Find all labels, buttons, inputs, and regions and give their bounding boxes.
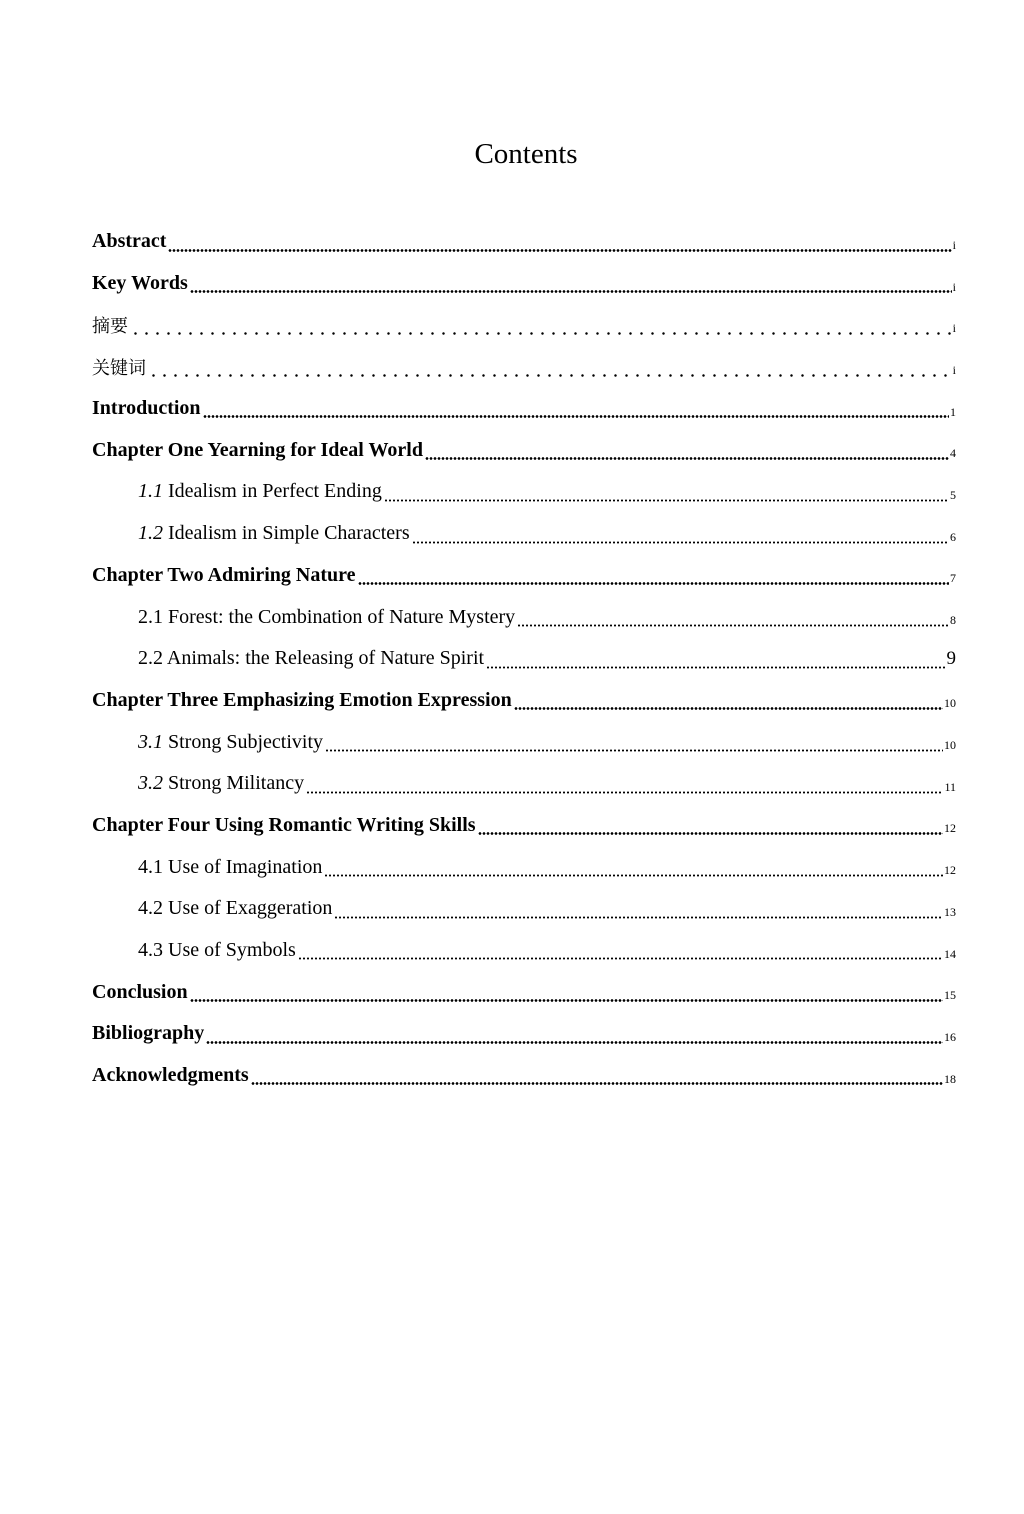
toc-entry-bibliography[interactable] bbox=[92, 1013, 956, 1055]
section-title: Animals: the Releasing of Nature Spirit bbox=[166, 647, 485, 670]
toc-page-number: 10 bbox=[944, 696, 956, 711]
toc-page-number: 11 bbox=[944, 779, 956, 794]
toc-page-number: i bbox=[952, 237, 956, 252]
toc-entry-section-2-2[interactable] bbox=[92, 638, 956, 680]
dot-leader bbox=[166, 221, 952, 263]
toc-entry-label: Conclusion bbox=[92, 980, 188, 1003]
toc-page-number: 10 bbox=[944, 738, 956, 753]
toc-entry-label bbox=[138, 647, 484, 670]
section-number: 3.1 bbox=[138, 730, 163, 753]
dot-leader bbox=[515, 596, 950, 638]
dot-leader bbox=[296, 930, 944, 972]
toc-entry-section-1-1[interactable] bbox=[92, 471, 956, 513]
toc-entry-chapter-four[interactable] bbox=[92, 805, 956, 847]
dot-leader bbox=[323, 721, 944, 763]
toc-page-number: 6 bbox=[950, 529, 956, 544]
dot-leader bbox=[204, 1013, 944, 1055]
section-title: Use of Symbols bbox=[168, 939, 296, 962]
section-title: Idealism in Simple Characters bbox=[168, 522, 410, 545]
section-number: 4.2 bbox=[138, 897, 163, 920]
toc-entry-label: Chapter One Yearning for Ideal World bbox=[92, 438, 423, 461]
toc-entry-chapter-three[interactable] bbox=[92, 680, 956, 722]
dot-leader bbox=[423, 429, 950, 471]
toc-entry-label: Chapter Three Emphasizing Emotion Expression bbox=[92, 688, 512, 711]
toc-page-number: 5 bbox=[950, 487, 956, 502]
toc-entry-label: Chapter Four Using Romantic Writing Skills bbox=[92, 813, 476, 836]
toc-entry-section-4-1[interactable] bbox=[92, 846, 956, 888]
toc-page-number: 4 bbox=[950, 446, 956, 461]
toc-entry-label: Chapter Two Admiring Nature bbox=[92, 563, 356, 586]
toc-entry-acknowledgments[interactable] bbox=[92, 1055, 956, 1097]
dot-leader bbox=[484, 638, 946, 680]
toc-entry-section-3-2[interactable] bbox=[92, 763, 956, 805]
dot-leader bbox=[249, 1055, 944, 1097]
toc-entry-chinese-abstract[interactable] bbox=[92, 304, 956, 346]
toc-page-number: i bbox=[952, 362, 956, 377]
toc-entry-conclusion[interactable] bbox=[92, 971, 956, 1013]
section-number: 1.2 bbox=[138, 522, 163, 545]
toc-page-number: 16 bbox=[944, 1029, 956, 1044]
toc-entry-label: Acknowledgments bbox=[92, 1064, 249, 1087]
toc-entry-section-4-3[interactable] bbox=[92, 930, 956, 972]
toc-entry-chapter-one[interactable] bbox=[92, 429, 956, 471]
dot-leader bbox=[356, 555, 950, 597]
toc-entry-label bbox=[138, 856, 322, 879]
section-number: 3.2 bbox=[138, 772, 163, 795]
dot-leader bbox=[128, 304, 953, 346]
section-number: 2.1 bbox=[138, 605, 163, 628]
toc-entry-label bbox=[138, 480, 382, 503]
toc-entry-abstract[interactable] bbox=[92, 221, 956, 263]
toc-page-number: 14 bbox=[944, 946, 956, 961]
toc-entry-section-4-2[interactable] bbox=[92, 888, 956, 930]
toc-entry-label: Bibliography bbox=[92, 1022, 205, 1045]
toc-entry-label bbox=[138, 731, 323, 754]
section-title: Strong Militancy bbox=[168, 772, 305, 795]
toc-entry-section-2-1[interactable] bbox=[92, 596, 956, 638]
toc-entry-label: Key Words bbox=[92, 272, 188, 295]
dot-leader bbox=[512, 680, 944, 722]
section-title: Use of Imagination bbox=[168, 855, 323, 878]
toc-entry-section-1-2[interactable] bbox=[92, 513, 956, 555]
section-number: 2.2 bbox=[138, 647, 163, 670]
toc-page-number: 7 bbox=[950, 571, 956, 586]
section-title: Forest: the Combination of Nature Mystery bbox=[168, 605, 516, 628]
toc-entry-label bbox=[138, 522, 410, 545]
toc-entry-label: 关键词 bbox=[92, 357, 146, 379]
section-title: Idealism in Perfect Ending bbox=[168, 480, 382, 503]
page-title: Contents bbox=[474, 138, 578, 170]
toc-page-number: 9 bbox=[946, 648, 956, 670]
section-number: 1.1 bbox=[138, 480, 163, 503]
toc-entry-introduction[interactable] bbox=[92, 388, 956, 430]
toc-page-number: 8 bbox=[950, 613, 956, 628]
dot-leader bbox=[476, 805, 944, 847]
toc-entry-label: 摘要 bbox=[92, 316, 128, 338]
toc-entry-chinese-keywords[interactable] bbox=[92, 346, 956, 388]
section-title: Strong Subjectivity bbox=[168, 730, 323, 753]
dot-leader bbox=[188, 971, 944, 1013]
dot-leader bbox=[382, 471, 950, 513]
toc-page-number: 12 bbox=[944, 863, 956, 878]
toc-entry-section-3-1[interactable] bbox=[92, 721, 956, 763]
dot-leader bbox=[188, 263, 953, 305]
toc-page-number: 18 bbox=[944, 1071, 956, 1086]
section-number: 4.1 bbox=[138, 855, 163, 878]
toc-entry-label bbox=[138, 772, 304, 795]
dot-leader bbox=[322, 846, 944, 888]
toc-page-number: 15 bbox=[944, 988, 956, 1003]
toc-entry-label: Introduction bbox=[92, 397, 201, 420]
toc-entry-label bbox=[138, 897, 332, 920]
dot-leader bbox=[304, 763, 944, 805]
toc-page-number: 13 bbox=[944, 904, 956, 919]
dot-leader bbox=[332, 888, 944, 930]
toc-entry-label bbox=[138, 606, 515, 629]
toc-page-number: i bbox=[952, 279, 956, 294]
toc-entry-label: Abstract bbox=[92, 230, 167, 253]
toc-entry-key-words[interactable] bbox=[92, 263, 956, 305]
toc-entry-label bbox=[138, 939, 296, 962]
toc-page-number: 12 bbox=[944, 821, 956, 836]
toc-entry-chapter-two[interactable] bbox=[92, 555, 956, 597]
section-title: Use of Exaggeration bbox=[168, 897, 333, 920]
dot-leader bbox=[146, 346, 953, 388]
dot-leader bbox=[201, 388, 950, 430]
toc-page-number: i bbox=[952, 321, 956, 336]
toc-page-number: 1 bbox=[950, 404, 956, 419]
dot-leader bbox=[410, 513, 950, 555]
table-of-contents bbox=[92, 221, 956, 1096]
section-number: 4.3 bbox=[138, 939, 163, 962]
